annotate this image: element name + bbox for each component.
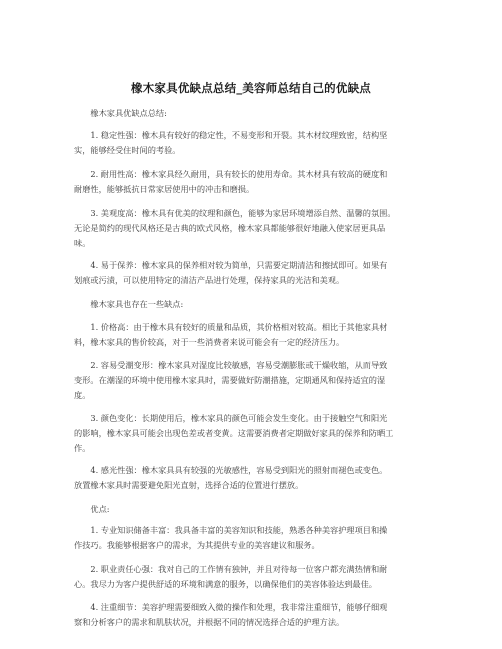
paragraph-line: 察和分析客户的需求和肌肤状况，并根据不同的情况选择合适的护理方法。 xyxy=(74,617,345,627)
paragraph-line: 无论是简约的现代风格还是古典的欧式风格，橡木家具都能够很好地融入使家居更具品 xyxy=(74,223,386,233)
paragraph-line: 放置橡木家具时需要避免阳光直射，选择合适的位置进行摆放。 xyxy=(74,480,304,490)
paragraph-line: 度。 xyxy=(74,390,91,400)
paragraph-line: 1. 专业知识储备丰富：我具备丰富的美容知识和技能，熟悉各种美容护理项目和操 xyxy=(74,525,388,535)
paragraph-line: 料，橡木家具的售价较高，对于一些消费者来说可能会有一定的经济压力。 xyxy=(74,337,345,347)
paragraph-intro xyxy=(74,106,438,121)
paragraph-line: 实，能够经受住时间的考验。 xyxy=(74,145,181,155)
paragraph-line: 2. 容易受潮变形：橡木家具对湿度比较敏感，容易受潮膨胀或干燥收缩，从而导致 xyxy=(74,360,388,370)
paragraph-strength-4 xyxy=(74,600,438,630)
paragraph-line: 2. 职业责任心强：我对自己的工作情有独钟，并且对待每一位客户都充满热情和耐 xyxy=(74,564,388,574)
paragraph-disadvantages-heading xyxy=(74,297,438,312)
paragraph-line: 2. 耐用性高：橡木家具经久耐用，具有较长的使用寿命。其木材具有较高的硬度和 xyxy=(74,169,388,179)
paragraph-line: 3. 颜色变化：长期使用后，橡木家具的颜色可能会发生变化。由于接触空气和阳光 xyxy=(74,413,388,423)
paragraph-disadvantage-4 xyxy=(74,463,438,493)
paragraph-line: 橡木家具优缺点总结: xyxy=(74,108,167,118)
paragraph-line: 耐磨性，能够抵抗日常家居使用中的冲击和磨损。 xyxy=(74,184,255,194)
paragraph-line: 的影响，橡木家具可能会出现色差或者变黄。这需要消费者定期做好家具的保养和防晒工 xyxy=(74,428,394,438)
paragraph-line: 4. 易于保养：橡木家具的保养相对较为简单，只需要定期清洁和擦拭即可。如果有 xyxy=(74,260,388,270)
paragraph-line: 1. 稳定性强：橡木具有较好的稳定性，不易变形和开裂。其木材纹理致密，结构坚 xyxy=(74,130,388,140)
paragraph-disadvantage-3 xyxy=(74,411,438,456)
paragraph-line: 变形。在潮湿的环境中使用橡木家具时，需要做好防潮措施，定期通风和保持适宜的湿 xyxy=(74,375,386,385)
paragraph-line: 划痕或污渍，可以使用特定的清洁产品进行处理，保持家具的光洁和美观。 xyxy=(74,275,345,285)
paragraph-advantage-2 xyxy=(74,167,438,197)
document-title: 橡木家具优缺点总结_美容师总结自己的优缺点 xyxy=(131,81,371,95)
paragraph-line: 3. 美观度高：橡木具有优美的纹理和颜色，能够为家居环境增添自然、温馨的氛围。 xyxy=(74,208,396,218)
paragraph-line: 作技巧。我能够根据客户的需求，为其提供专业的美容建议和服务。 xyxy=(74,540,320,550)
paragraph-line: 心。我尽力为客户提供舒适的环境和满意的服务，以确保他们的美容体验达到最佳。 xyxy=(74,579,377,589)
paragraph-line: 味。 xyxy=(74,238,91,248)
paragraph-strength-1 xyxy=(74,523,438,553)
paragraph-line: 4. 注重细节：美容护理需要细致入微的操作和处理，我非常注重细节，能够仔细观 xyxy=(74,602,388,612)
paragraph-line: 橡木家具也存在一些缺点: xyxy=(74,299,184,309)
paragraph-advantage-3 xyxy=(74,206,438,251)
paragraph-advantage-1 xyxy=(74,128,438,158)
paragraph-disadvantage-2 xyxy=(74,358,438,403)
paragraph-line: 1. 价格高：由于橡木具有较好的质量和品质，其价格相对较高。相比于其他家具材 xyxy=(74,322,388,332)
paragraph-disadvantage-1 xyxy=(74,320,438,350)
paragraph-line: 4. 感光性强：橡木家具具有较强的光敏感性，容易受到阳光的照射而褪色或变色。 xyxy=(74,465,388,475)
paragraph-advantage-4 xyxy=(74,258,438,288)
paragraph-line: 优点: xyxy=(74,504,110,514)
paragraph-strength-2 xyxy=(74,562,438,592)
paragraph-strengths-heading xyxy=(74,502,438,517)
paragraph-line: 作。 xyxy=(74,443,91,453)
